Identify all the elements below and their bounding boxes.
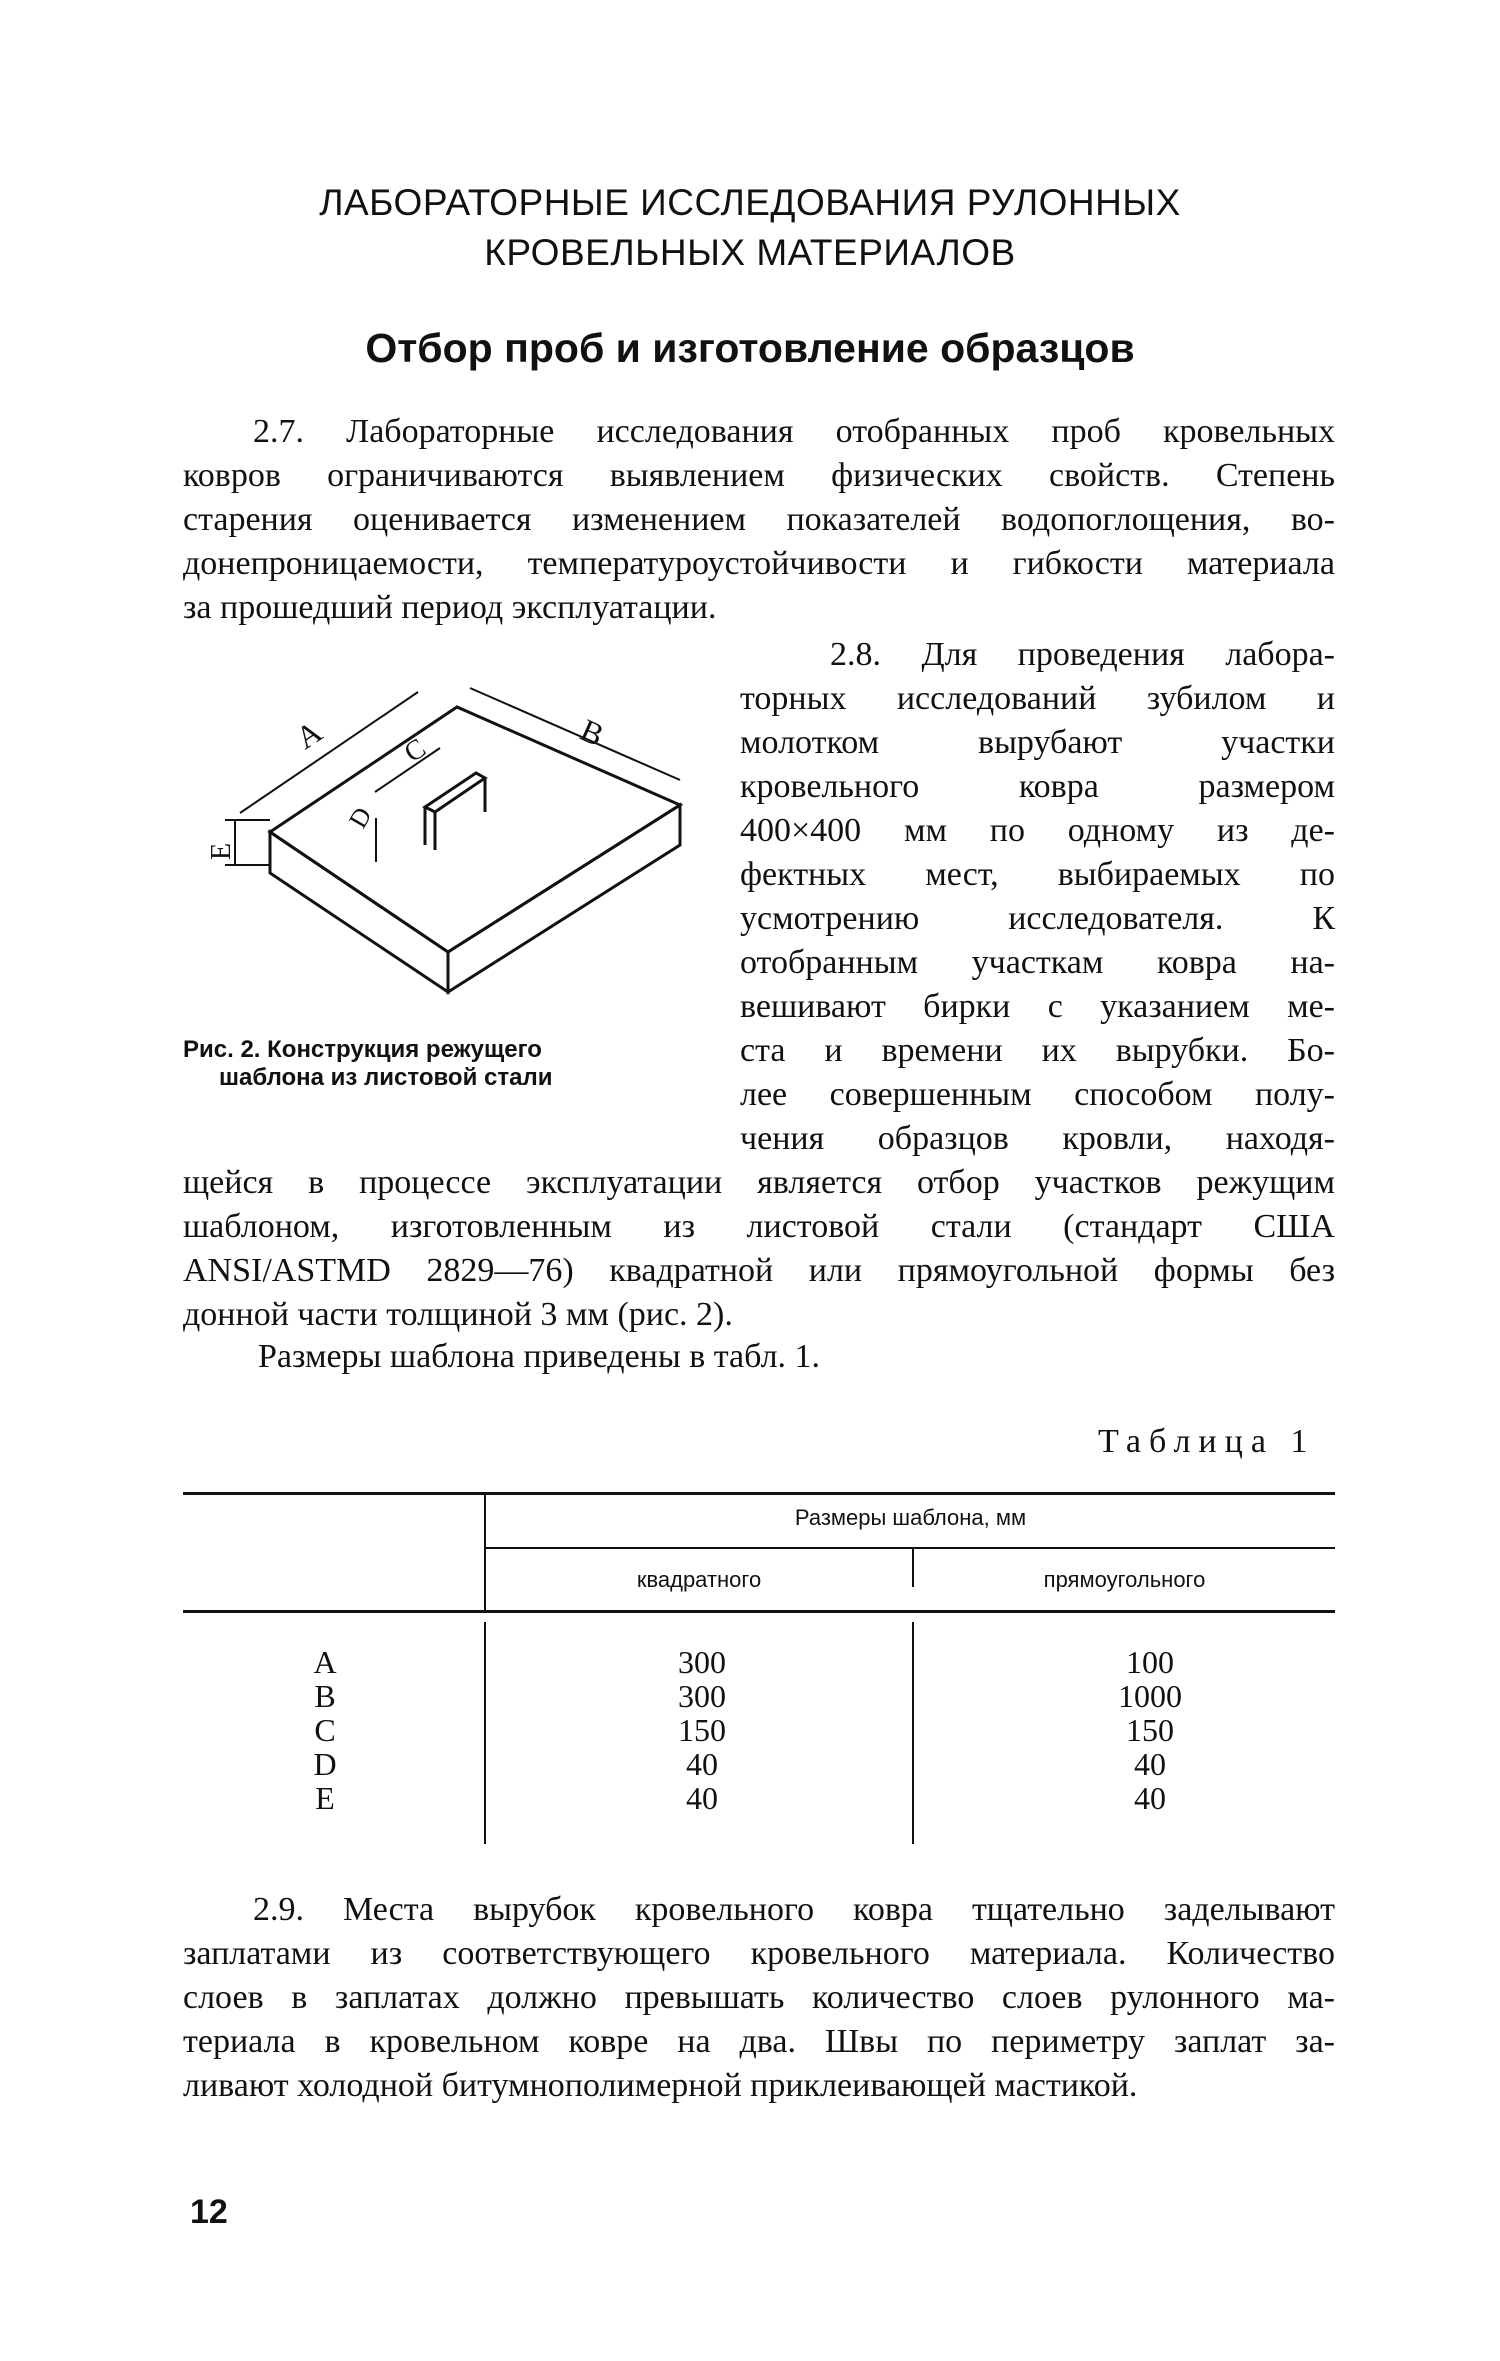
table-cell: 1000	[1118, 1678, 1182, 1714]
figure-label: A	[289, 713, 329, 756]
document-title	[0, 178, 1500, 278]
text-line: териала в кровельном ковре на два. Швы по периметру заплат за-	[183, 2023, 1335, 2060]
text-line: 2.7. Лабораторные исследования отобранных проб кровельных	[253, 413, 1335, 450]
table-cell: 300	[678, 1678, 726, 1714]
text-line: ста и времени их вырубки. Бо-	[740, 1032, 1335, 1069]
figure-label: E	[206, 842, 237, 860]
table-intro: Размеры шаблона приведены в табл. 1.	[258, 1338, 821, 1375]
paragraph-2-8-side	[740, 633, 1335, 1161]
table-cell: 40	[686, 1746, 718, 1782]
table-label: Таблица 1	[1098, 1423, 1316, 1460]
table-column-square	[632, 1645, 772, 1815]
column-header-rect: прямоугольного	[1043, 1567, 1206, 1592]
table-cell: 150	[1126, 1712, 1174, 1748]
text-line: старения оценивается изменением показателей водопоглощения, во-	[183, 501, 1335, 538]
table-group-header: Размеры шаблона, мм	[794, 1505, 1027, 1530]
paragraph-2-9	[183, 1888, 1335, 2108]
table-cell: 40	[1134, 1780, 1166, 1816]
table-subheader-rule	[486, 1547, 1335, 1549]
paragraph-2-7	[183, 410, 1335, 630]
text-line: щейся в процессе эксплуатации является отбор участков режущим	[183, 1164, 1335, 1201]
text-line: молотком вырубают участки	[740, 724, 1335, 761]
figure-caption	[183, 1036, 713, 1092]
row-name: E	[315, 1780, 335, 1816]
page-number: 12	[190, 2193, 228, 2231]
table-header-rule	[183, 1610, 1335, 1613]
text-line: донной части толщиной 3 мм (рис. 2).	[183, 1296, 733, 1333]
figure-label: D	[343, 802, 378, 833]
row-name: D	[313, 1746, 337, 1782]
row-name: A	[313, 1644, 337, 1680]
text-line: за прошедший период эксплуатации.	[183, 589, 717, 626]
cutting-template-figure	[200, 670, 720, 1010]
text-line: лее совершенным способом полу-	[740, 1076, 1335, 1113]
table-top-rule	[183, 1492, 1335, 1495]
row-name: C	[314, 1712, 336, 1748]
text-line: ливают холодной битумнополимерной приклеивающей мастикой.	[183, 2067, 1138, 2104]
text-line: слоев в заплатах должно превышать количество слоев рулонного ма-	[183, 1979, 1335, 2016]
text-line: вешивают бирки с указанием ме-	[740, 988, 1335, 1025]
text-line: кровельного ковра размером	[740, 768, 1335, 805]
text-line: усмотрению исследователя. К	[740, 900, 1335, 937]
figure-label: B	[575, 711, 610, 754]
text-line: отобранным участкам ковра на-	[740, 944, 1335, 981]
title-line-2: КРОВЕЛЬНЫХ МАТЕРИАЛОВ	[484, 232, 1016, 273]
text-line: шаблоном, изготовленным из листовой стали (стандарт США	[183, 1208, 1335, 1245]
text-line: донепроницаемости, температуроустойчивости и гибкости материала	[183, 545, 1335, 582]
title-line-1: ЛАБОРАТОРНЫЕ ИССЛЕДОВАНИЯ РУЛОННЫХ	[319, 182, 1181, 223]
text-line: ANSI/ASTMD 2829—76) квадратной или прямоугольной формы без	[183, 1252, 1335, 1289]
text-line: 2.8. Для проведения лабора-	[830, 636, 1335, 673]
column-header-square: квадратного	[636, 1567, 762, 1592]
figure-label: C	[398, 732, 432, 769]
text-line: заплатами из соответствующего кровельного материала. Количество	[183, 1935, 1335, 1972]
table-divider	[912, 1622, 914, 1844]
table-cell: 300	[678, 1644, 726, 1680]
text-line: торных исследований зубилом и	[740, 680, 1335, 717]
caption-line: Рис. 2. Конструкция режущего	[183, 1036, 542, 1063]
table-cell: 40	[686, 1780, 718, 1816]
table-row-names	[270, 1645, 380, 1815]
text-line: чения образцов кровли, находя-	[740, 1120, 1335, 1157]
row-name: B	[314, 1678, 336, 1714]
text-line: фектных мест, выбираемых по	[740, 856, 1335, 893]
text-line: 400×400 мм по одному из де-	[740, 812, 1335, 849]
paragraph-2-8-full	[183, 1161, 1335, 1337]
text-line: 2.9. Места вырубок кровельного ковра тщательно заделывают	[253, 1891, 1335, 1928]
table-column-rect	[1080, 1645, 1220, 1815]
table-divider	[484, 1622, 486, 1844]
section-heading: Отбор проб и изготовление образцов	[365, 325, 1135, 371]
text-line: ковров ограничиваются выявлением физических свойств. Степень	[183, 457, 1335, 494]
table-cell: 40	[1134, 1746, 1166, 1782]
caption-line: шаблона из листовой стали	[219, 1064, 553, 1091]
table-cell: 100	[1126, 1644, 1174, 1680]
table-cell: 150	[678, 1712, 726, 1748]
